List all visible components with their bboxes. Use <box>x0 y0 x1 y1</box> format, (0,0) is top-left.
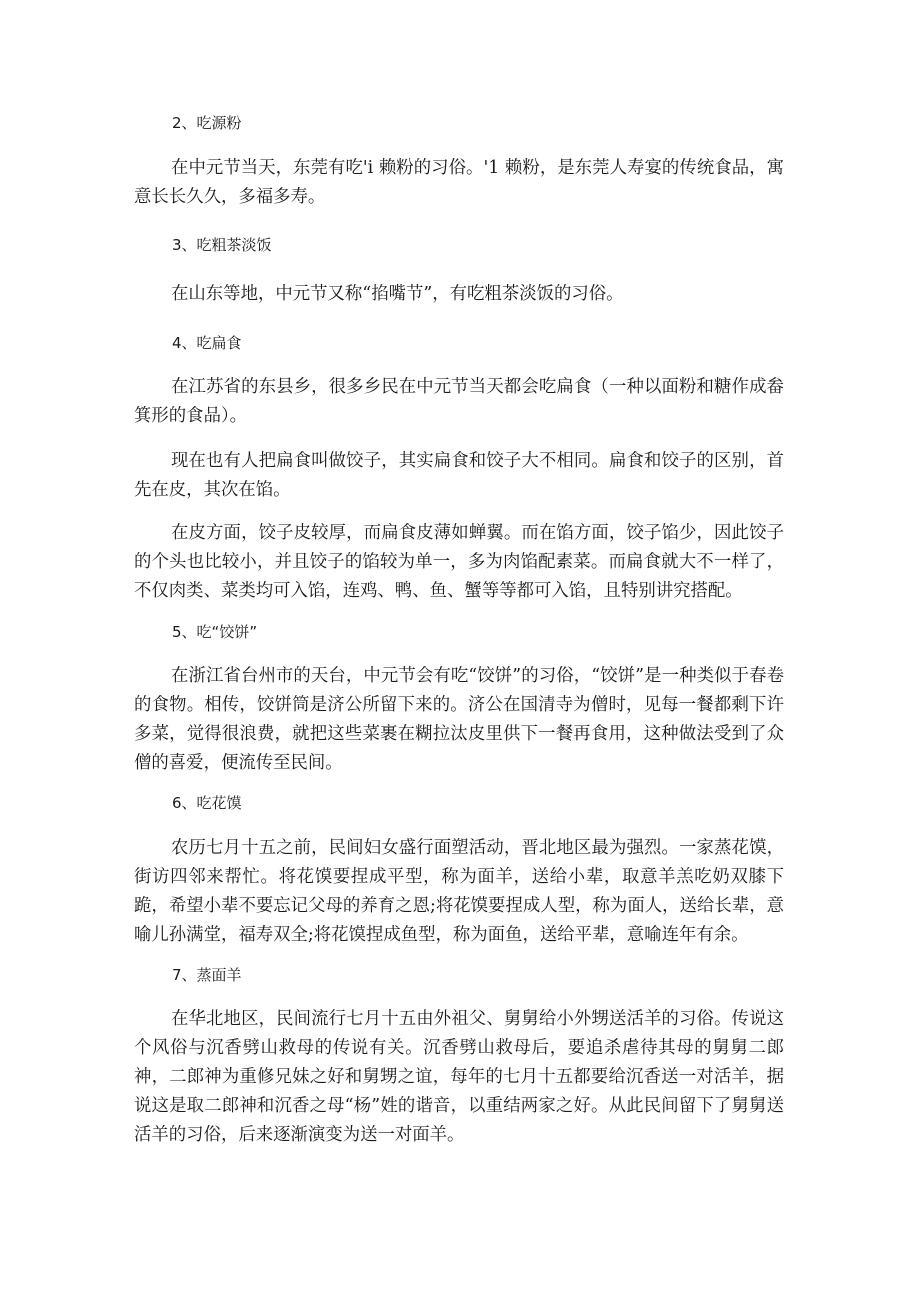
section-paragraph: 在江苏省的东县乡，很多乡民在中元节当天都会吃扁食（一种以面粉和糖作成畚箕形的食品）。 <box>134 377 784 426</box>
section-heading-4: 4、吃扁食 <box>172 334 242 352</box>
section-paragraph: 在皮方面，饺子皮较厚，而扁食皮薄如蝉翼。而在馅方面，饺子馅少，因此饺子的个头也比较小，并且饺子的馅较为单一，多为肉馅配素菜。而扁食就大不一样了，不仅肉类、菜类均可入馅，连鸡、鸭、鱼、蟹等等都可入馅，且特别讲究搭配。 <box>134 523 784 601</box>
section-paragraph: 在山东等地，中元节又称“掐嘴节”，有吃粗茶淡饭的习俗。 <box>171 284 624 304</box>
section-heading-3: 3、吃粗茶淡饭 <box>172 236 272 254</box>
section-heading-7: 7、蒸面羊 <box>172 966 242 984</box>
section-heading-6: 6、吃花馍 <box>172 794 242 812</box>
section-paragraph: 在浙江省台州市的天台，中元节会有吃“饺饼”的习俗，“饺饼”是一种类似于春卷的食物。相传，饺饼筒是济公所留下来的。济公在国清寺为僧时，见每一餐都剩下许多菜，觉得很浪费，就把这些菜裹在糊拉汰皮里供下一餐再食用，这种做法受到了众僧的喜爱，便流传至民间。 <box>134 666 784 773</box>
section-paragraph: 在中元节当天，东莞有吃'i 赖粉的习俗。'1 赖粉，是东莞人寿宴的传统食品，寓意长长久久，多福多寿。 <box>134 158 784 207</box>
section-paragraph: 在华北地区，民间流行七月十五由外祖父、舅舅给小外甥送活羊的习俗。传说这个风俗与沉香劈山救母的传说有关。沉香劈山救母后，要追杀虐待其母的舅舅二郎神，二郎神为重修兄妹之好和舅甥之谊，每年的七月十五都要给沉香送一对活羊，据说这是取二郎神和沉香之母“杨”姓的谐音，以重结两家之好。从此民间留下了舅舅送活羊的习俗，后来逐渐演变为送一对面羊。 <box>134 1009 784 1145</box>
section-heading-5: 5、吃“饺饼” <box>172 623 258 641</box>
section-paragraph: 现在也有人把扁食叫做饺子，其实扁食和饺子大不相同。扁食和饺子的区别，首先在皮，其次在馅。 <box>134 451 784 500</box>
section-paragraph: 农历七月十五之前，民间妇女盛行面塑活动，晋北地区最为强烈。一家蒸花馍，街访四邻来帮忙。将花馍要捏成平型，称为面羊，送给小辈，取意羊羔吃奶双膝下跪，希望小辈不要忘记父母的养育之恩;将花馍要捏成人型，称为面人，送给长辈，意喻儿孙满堂，福寿双全;将花馍捏成鱼型，称为面鱼，送给平辈，意喻连年有余。 <box>134 838 784 945</box>
section-heading-2: 2、吃源粉 <box>172 114 242 132</box>
